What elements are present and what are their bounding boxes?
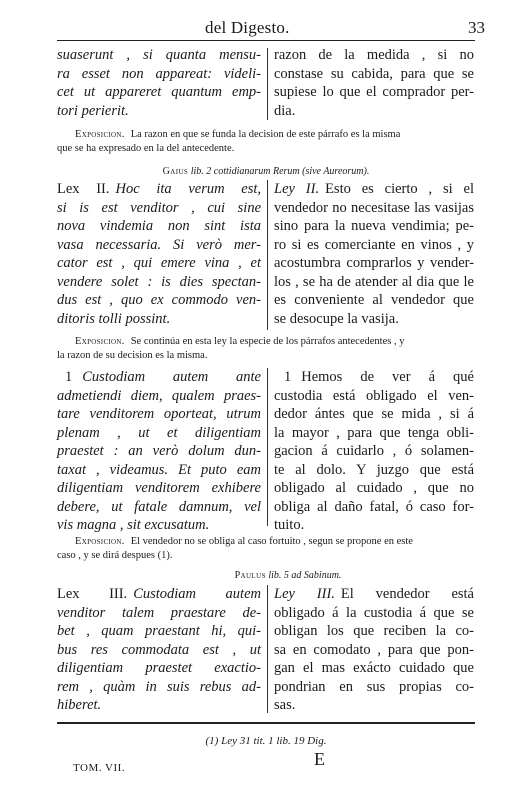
lex-iii-latin <box>57 585 261 715</box>
latin-line: vendere solet : is dies spectan- <box>57 273 261 290</box>
column-divider <box>267 585 268 713</box>
spanish-line: sa en comodato , para que pon- <box>274 641 474 658</box>
source-author: Paulus <box>234 570 266 581</box>
spanish-line: la mayor , para que tenga obli- <box>274 424 474 441</box>
spanish-line: dia. <box>274 102 296 119</box>
spanish-line: es conveniente al vendedor que <box>274 292 474 308</box>
source-author: Gaius <box>162 166 189 177</box>
spanish-line: El vendedor está <box>340 586 474 602</box>
spanish-line: tuito. <box>274 517 305 533</box>
exposition-2-cont <box>57 349 475 363</box>
source-work: lib. 5 ad Sabinum. <box>268 570 342 581</box>
spanish-line: sino para la nueva vendimia; pe- <box>274 218 474 234</box>
spanish-line: se desocupe la vasija. <box>274 310 399 327</box>
law-number: Lex II. <box>57 181 110 197</box>
exposition-3 <box>57 535 475 549</box>
spanish-line: te al dolo. Y juzgo que está <box>274 461 474 478</box>
paragraph-number: 1 <box>284 369 292 385</box>
source-citation-gaius <box>0 166 532 177</box>
latin-line: vasa necessaria. Si verò mer- <box>57 236 261 253</box>
latin-line: Custodiam autem <box>133 586 261 602</box>
latin-line: ra esset non appareat: videli- <box>57 65 261 82</box>
latin-line: bet , quam praestant hi, qui- <box>57 623 261 639</box>
spanish-line: gan el mas exácto cuidado que <box>274 660 474 676</box>
page-number: 33 <box>468 18 485 37</box>
spanish-line: Hemos de ver á qué <box>301 369 474 385</box>
spanish-line: acostumbra comprarlos y vender- <box>274 255 474 271</box>
exposition-text: que se ha expresado en la del antecedente. <box>57 143 235 154</box>
exposition-text: La razon en que se funda la decision de este párrafo es la misma <box>130 129 401 140</box>
latin-line: vis magna , sit excusatum. <box>57 517 210 533</box>
paragraph-1-latin <box>57 368 261 535</box>
source-citation-paulus <box>0 570 532 581</box>
latin-line: nova vindemia non sint ista <box>57 218 261 234</box>
spanish-column-continuation <box>274 46 474 120</box>
spanish-line: los , se ha de atender al dia que le <box>274 273 474 290</box>
spanish-line: custodia está obligado el ven- <box>274 387 474 404</box>
exposition-text: Se continúa en esta ley la especie de los párrafos antecedentes , y <box>130 336 405 347</box>
footnote-text: (1) Ley 31 tit. 1 lib. 19 Dig. <box>205 735 327 747</box>
paragraph-number: 1 <box>65 369 73 385</box>
law-number: Ley II. <box>274 181 320 197</box>
signature-mark: E <box>314 749 325 769</box>
latin-line: diligentiam venditorem exhibere <box>57 480 261 496</box>
spanish-line: obligan los que reciben la co- <box>274 623 474 639</box>
exposition-text: caso , y se dirá despues (1). <box>57 550 173 561</box>
spanish-line: obliga al daño fatal, ó caso for- <box>274 498 474 515</box>
latin-line: dus est , quo ex commodo ven- <box>57 292 261 308</box>
spanish-line: gacion á cuidarlo , ó solamen- <box>274 443 474 459</box>
latin-line: cet ut appareret quantum emp- <box>57 84 261 100</box>
paragraph-1-spanish <box>274 368 474 535</box>
header-rule <box>57 40 475 41</box>
exposition-text: El vendedor no se obliga al caso fortuito , segun se propone en este <box>130 536 413 547</box>
latin-line: venditor talem praestare de- <box>57 604 261 621</box>
spanish-line: ro si es comerciante en vinos , y <box>274 236 474 253</box>
footnote-rule <box>57 722 475 724</box>
latin-line: ditoris tolli possint. <box>57 310 171 327</box>
exposition-1-cont <box>57 142 475 156</box>
spanish-line: razon de la medida , si no <box>274 47 474 63</box>
latin-column-continuation <box>57 46 261 120</box>
column-divider <box>267 180 268 330</box>
law-number: Lex III. <box>57 586 128 602</box>
latin-line: rem , quàm in suis rebus ad- <box>57 678 261 695</box>
spanish-line: obligado á la custodia á que se <box>274 604 474 621</box>
spanish-line: obligado al cuidado , que no <box>274 480 474 496</box>
running-header: del Digesto. <box>205 18 290 37</box>
spanish-line: dedor ántes que se mida , si á <box>274 406 474 422</box>
spanish-line: Esto es cierto , si el <box>325 181 474 197</box>
latin-line: diligentiam praestet exactio- <box>57 660 261 676</box>
spanish-line: sas. <box>274 697 296 713</box>
volume-label: TOM. VII. <box>73 762 126 774</box>
exposition-2 <box>57 335 475 349</box>
spanish-line: pondrian en sus propias co- <box>274 678 474 695</box>
latin-line: tori perierit. <box>57 102 129 119</box>
latin-line: hiberet. <box>57 697 102 713</box>
footnote <box>0 735 532 747</box>
exposition-label: Exposicion. <box>75 336 125 347</box>
lex-ii-latin <box>57 180 261 328</box>
ley-ii-spanish <box>274 180 474 328</box>
column-divider <box>267 368 268 526</box>
latin-line: debere, ut fatale damnum, vel <box>57 498 261 515</box>
latin-line: Custodiam autem ante <box>82 369 261 385</box>
law-number: Ley III. <box>274 586 335 602</box>
latin-line: cator est , qui emere vina , et <box>57 255 261 271</box>
exposition-text: la razon de su decision es la misma. <box>57 350 208 361</box>
latin-line: praestet : an verò dolum dun- <box>57 443 261 459</box>
latin-line: bus res commodata est , ut <box>57 641 261 658</box>
latin-line: si is est venditor , cui sine <box>57 199 261 216</box>
latin-line: admetiendi diem, qualem praes- <box>57 387 261 404</box>
exposition-label: Exposicion. <box>75 129 125 140</box>
column-divider <box>267 48 268 120</box>
source-work: lib. 2 cottidianarum Rerum (sive Aureorum). <box>190 166 370 177</box>
ley-iii-spanish <box>274 585 474 715</box>
spanish-line: supiese lo que el comprador per- <box>274 84 474 100</box>
spanish-line: vendedor no necesitase las vasijas <box>274 199 474 216</box>
exposition-3-cont <box>57 549 475 563</box>
exposition-label: Exposicion. <box>75 536 125 547</box>
exposition-1 <box>57 128 475 142</box>
latin-line: tare venditorem oporteat, utrum <box>57 406 261 422</box>
spanish-line: constase su cabida, para que se <box>274 65 474 82</box>
latin-line: suaserunt , si quanta mensu- <box>57 47 261 63</box>
latin-line: Hoc ita verum est, <box>115 181 261 197</box>
latin-line: taxat , videamus. Et puto eam <box>57 461 261 478</box>
latin-line: plenam , ut et diligentiam <box>57 424 261 441</box>
